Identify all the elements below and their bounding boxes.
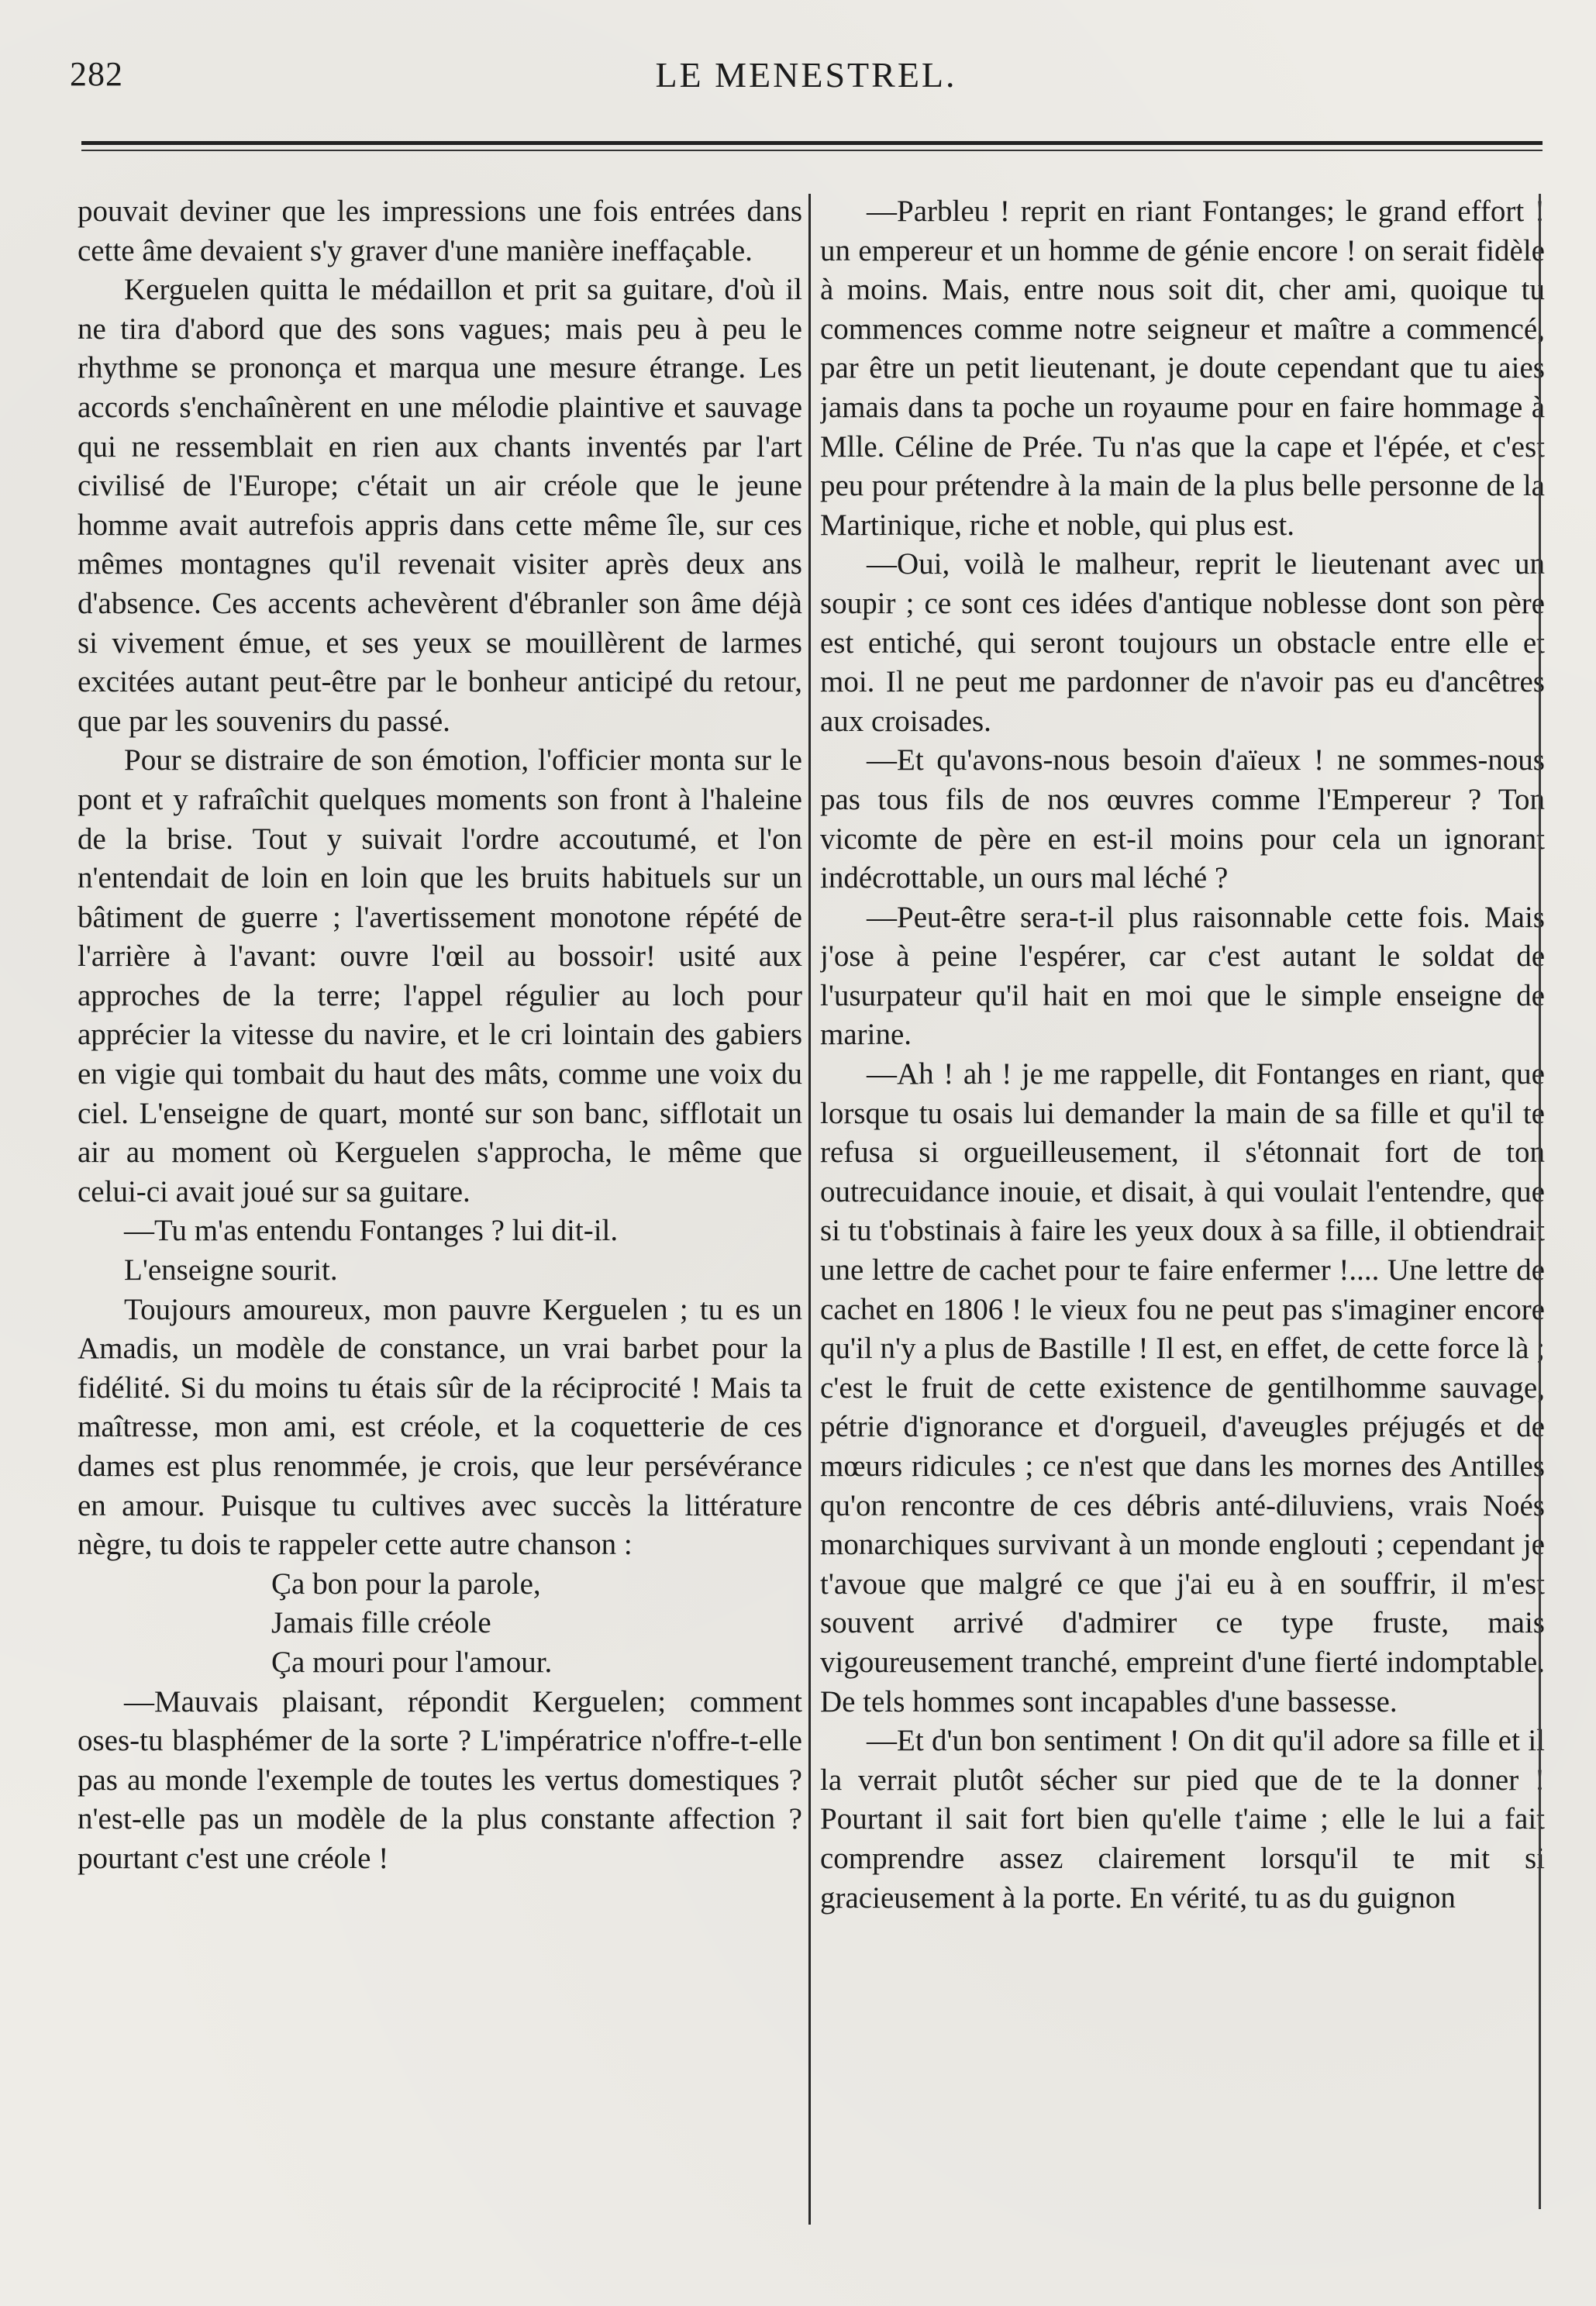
column-divider — [808, 194, 811, 2225]
left-column — [78, 192, 802, 2239]
paragraph: —Parbleu ! reprit en riant Fontanges; le grand effort ! un empereur et un homme de génie encore ! on serait fidèle à moins. Mais, entre nous soit dit, cher ami, quoique tu commences comme notre seigneur et maître a commencé, par être un petit lieutenant, je doute cependant que tu aies jamais dans ta poche un royaume pour en faire hommage à Mlle. Céline de Prée. Tu n'as que la cape et l'épée, et c'est peu pour prétendre à la main de la plus belle personne de la Martinique, riche et noble, qui plus est. — [820, 195, 1545, 542]
paragraph: —Et d'un bon sentiment ! On dit qu'il adore sa fille et il la verrait plutôt sécher sur pied que de te la donner ! Pourtant il sait fort bien qu'elle t'aime ; elle le lui a fait comprendre assez clairement lorsqu'il te mit si gracieusement à la porte. En vérité, tu as du guignon — [820, 1724, 1545, 1915]
verse-line: Ça bon pour la parole, — [271, 1567, 541, 1601]
journal-title: LE MENESTREL. — [655, 55, 957, 95]
paragraph: —Mauvais plaisant, répondit Kerguelen; comment oses-tu blasphémer de la sorte ? L'impératrice n'offre-t-elle pas au monde l'exemple de toutes les vertus domestiques ? n'est-elle pas un modèle de la plus constante affection ? pourtant c'est une créole ! — [78, 1684, 802, 1875]
paragraph: —Tu m'as entendu Fontanges ? lui dit-il. — [124, 1214, 619, 1248]
header-rule — [81, 141, 1543, 151]
paragraph: —Peut-être sera-t-il plus raisonnable cette fois. Mais j'ose à peine l'espérer, car c'est autant le soldat de l'usurpateur qu'il hait en moi que le simple enseigne de marine. — [820, 900, 1545, 1052]
verse-line: Jamais fille créole — [271, 1606, 491, 1640]
paragraph: pouvait deviner que les impressions une fois entrées dans cette âme devaient s'y graver d'une manière ineffaçable. — [78, 195, 802, 267]
paragraph: —Ah ! ah ! je me rappelle, dit Fontanges en riant, que lorsque tu osais lui demander la main de sa fille et qu'il te refusa si orgueilleusement, il s'étonnait fort de ton outrecuidance inouie, et disait, à qui voulait l'entendre, que si tu t'obstinais à faire les yeux doux à sa fille, il obtiendrait une lettre de cachet pour te faire enfermer !.... Une lettre de cachet en 1806 ! le vieux fou ne peut pas s'imaginer encore qu'il n'y a plus de Bastille ! Il est, en effet, de cette force là ; c'est le fruit de cette existence de gentilhomme sauvage, pétrie d'ignorance et d'orgueil, d'aveugles préjugés et de mœurs ridicules ; ce n'est que dans les mornes des Antilles qu'on rencontre de ces débris anté-diluviens, vrais Noés monarchiques survivant à un monde englouti ; cependant je t'avoue que malgré ce que j'ai eu à en souffrir, il m'est souvent arrivé d'admirer ce type fruste, mais vigoureusement tranché, empreint d'une fierté indomptable. De tels hommes sont incapables d'une bassesse. — [820, 1057, 1545, 1718]
page-number: 282 — [70, 55, 123, 93]
verse-line: Ça mouri pour l'amour. — [271, 1645, 553, 1679]
page-header — [70, 54, 1543, 101]
right-edge-rule — [1539, 194, 1541, 2209]
paragraph: L'enseigne sourit. — [124, 1253, 338, 1287]
right-column — [820, 192, 1545, 2239]
paragraph: Toujours amoureux, mon pauvre Kerguelen ; tu es un Amadis, un modèle de constance, un vrai barbet pour la fidélité. Si du moins tu étais sûr de la réciprocité ! Mais ta maîtresse, mon ami, est créole, et la coquetterie de ces dames est plus renommée, je crois, que leur persévérance en amour. Puisque tu cultives avec succès la littérature nègre, tu dois te rappeler cette autre chanson : — [78, 1292, 802, 1562]
paragraph: Pour se distraire de son émotion, l'officier monta sur le pont et y rafraîchit quelques moments son front à l'haleine de la brise. Tout y suivait l'ordre accoutumé, et l'on n'entendait de loin en loin que les bruits habituels sur un bâtiment de guerre ; l'avertissement monotone répété de l'arrière à l'avant: ouvre l'œil au bossoir! usité aux approches de la terre; l'appel régulier au loch pour apprécier la vitesse du navire, et le cri lointain des gabiers en vigie qui tombait du haut des mâts, comme une voix du ciel. L'enseigne de quart, monté sur son banc, sifflotait un air au moment où Kerguelen s'approcha, le même que celui-ci avait joué sur sa guitare. — [78, 743, 802, 1208]
paragraph: Kerguelen quitta le médaillon et prit sa guitare, d'où il ne tira d'abord que des sons vagues; mais peu à peu le rhythme se prononça et marqua une mesure étrange. Les accords s'enchaînèrent en une mélodie plaintive et sauvage qui ne ressemblait en rien aux chants inventés par l'art civilisé de l'Europe; c'était un air créole que le jeune homme avait autrefois appris dans cette même île, sur ces mêmes montagnes qu'il revenait visiter après deux ans d'absence. Ces accents achevèrent d'ébranler son âme déjà si vivement émue, et ses yeux se mouillèrent de larmes excitées autant peut-être par le bonheur anticipé du retour, que par les souvenirs du passé. — [78, 273, 802, 738]
paragraph: —Oui, voilà le malheur, reprit le lieutenant avec un soupir ; ce sont ces idées d'antique noblesse dont son père est entiché, qui seront toujours un obstacle entre elle et moi. Il ne peut me pardonner de n'avoir pas eu d'ancêtres aux croisades. — [820, 547, 1545, 738]
paragraph: —Et qu'avons-nous besoin d'aïeux ! ne sommes-nous pas tous fils de nos œuvres comme l'Empereur ? Ton vicomte de père en est-il moins pour cela un ignorant indécrottable, un ours mal léché ? — [820, 743, 1545, 895]
